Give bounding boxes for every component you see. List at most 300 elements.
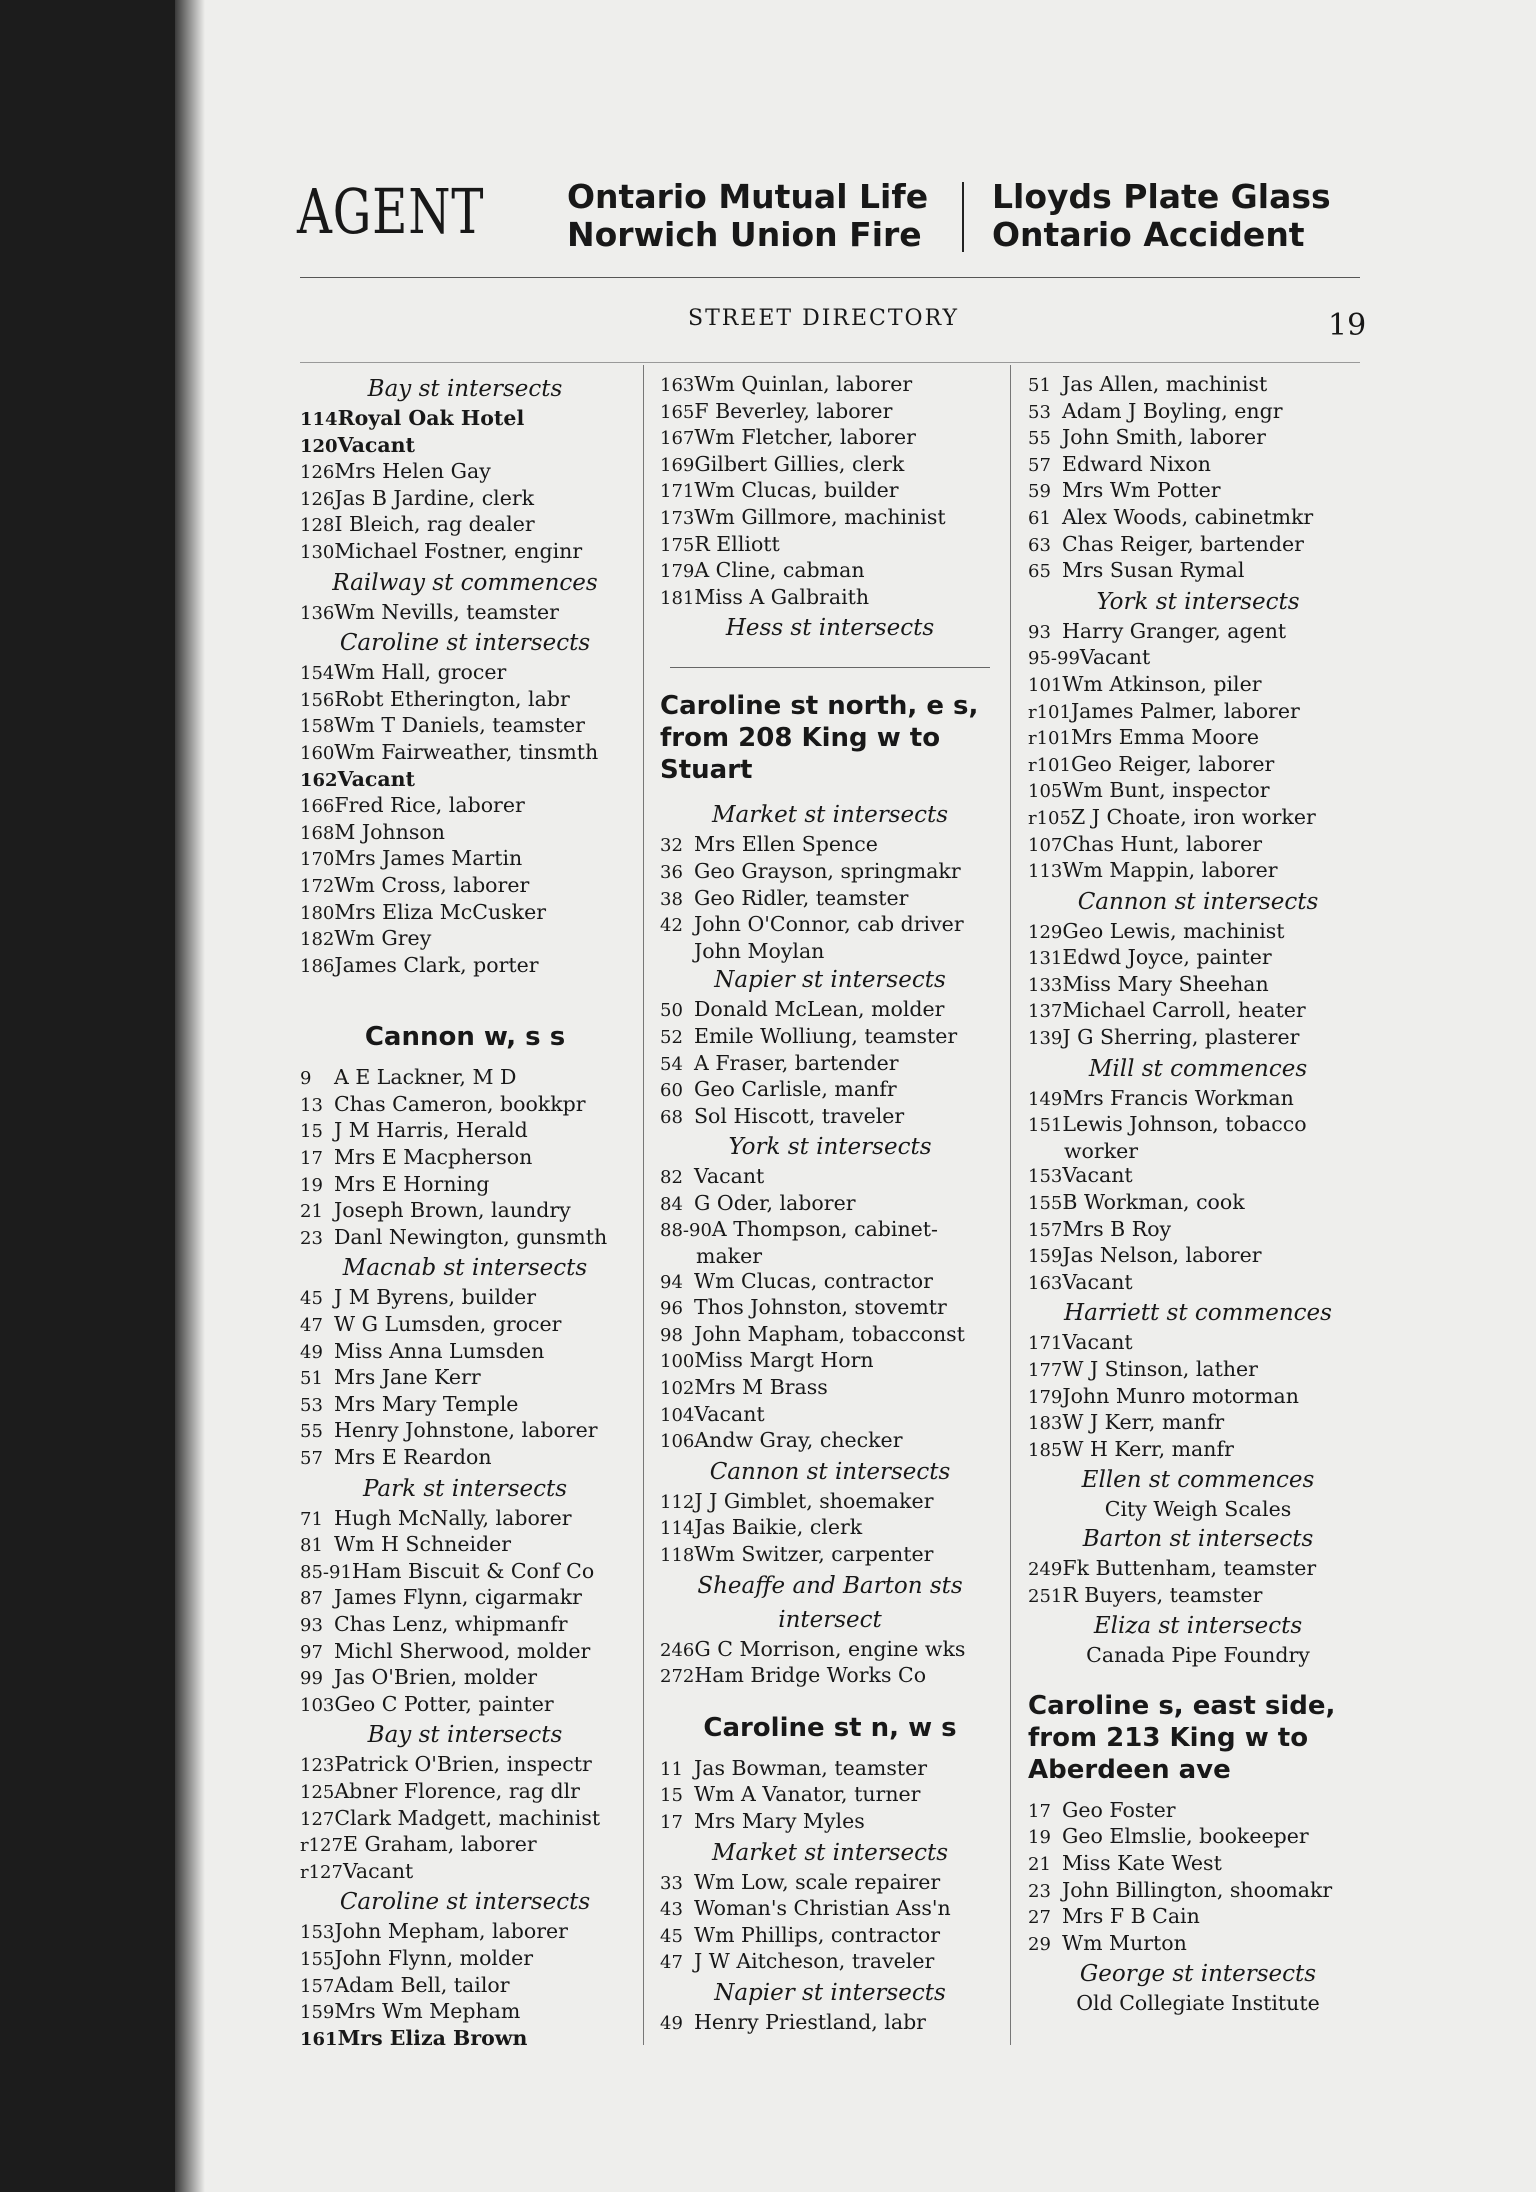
resident-name: Wm Gillmore, machinist (694, 504, 946, 529)
resident-name: Woman's Christian Ass'n (694, 1896, 951, 1921)
directory-entry (1028, 832, 1368, 859)
resident-name: Geo Ridler, teamster (694, 885, 909, 910)
house-number: 15 (300, 1121, 323, 1143)
directory-entry (1028, 619, 1368, 646)
directory-entry (660, 452, 1000, 479)
house-number: 251 (1028, 1585, 1063, 1607)
directory-entry (1028, 778, 1368, 805)
house-number: 181 (660, 587, 695, 609)
directory-entry (300, 1092, 630, 1119)
resident-name: Fk Buttenham, teamster (1062, 1555, 1317, 1580)
directory-entry (300, 1752, 630, 1779)
resident-name: James Clark, porter (334, 952, 539, 977)
directory-entry (1028, 699, 1368, 726)
resident-name: W J Kerr, manfr (1062, 1410, 1225, 1435)
cross-street-note: Mill st commences (1088, 1055, 1308, 1082)
directory-entry (300, 1118, 630, 1145)
resident-name: Lewis Johnson, tobacco (1062, 1112, 1307, 1137)
house-number: 182 (300, 929, 335, 951)
resident-name: Sol Hiscott, traveler (694, 1103, 905, 1128)
directory-entry (1028, 478, 1368, 505)
house-number: 160 (300, 742, 335, 764)
directory-entry (300, 900, 630, 927)
resident-name: Mrs Jane Kerr (334, 1365, 481, 1390)
resident-name: Wm H Schneider (334, 1532, 512, 1557)
resident-name: Edwd Joyce, painter (1062, 945, 1272, 970)
house-number: 97 (300, 1641, 323, 1663)
house-number: 131 (1028, 948, 1063, 970)
resident-name: Vacant (342, 1858, 414, 1883)
house-number: 100 (660, 1351, 695, 1373)
directory-entry (300, 1392, 630, 1419)
house-number: 114 (300, 409, 338, 430)
house-number: 49 (300, 1341, 323, 1363)
directory-entry (1028, 945, 1368, 972)
street-heading: Cannon w, s s (364, 1022, 566, 1053)
resident-name: A Cline, cabman (694, 558, 865, 583)
entry-continuation (660, 1244, 1000, 1269)
cross-street-note: Harriett st commences (1064, 1300, 1332, 1327)
resident-name: Jas O'Brien, molder (334, 1665, 538, 1690)
directory-entry (1028, 425, 1368, 452)
resident-name: Henry Priestland, labr (694, 2009, 926, 2034)
directory-entry (1028, 1190, 1368, 1217)
directory-entry (660, 832, 1000, 859)
house-number: 85-91 (300, 1561, 352, 1583)
resident-name: Wm Switzer, carpenter (694, 1542, 934, 1566)
directory-entry (1028, 972, 1368, 999)
resident-name: Andw Gray, checker (694, 1428, 903, 1453)
resident-name: John Munro motorman (1062, 1383, 1299, 1408)
resident-name: Vacant (694, 1401, 765, 1426)
resident-name: J M Byrens, builder (334, 1285, 537, 1310)
house-number: 71 (300, 1508, 323, 1530)
house-number: 169 (660, 454, 695, 476)
house-number: r127 (300, 1835, 343, 1857)
resident-name: Gilbert Gillies, clerk (694, 451, 905, 476)
directory-entry (660, 1489, 1000, 1516)
cross-street-note: Bay st intersects (367, 376, 563, 402)
directory-entry (1028, 372, 1368, 399)
column-2 (660, 372, 1000, 2037)
resident-name: Wm Clucas, contractor (694, 1268, 933, 1293)
resident-name: E Graham, laborer (342, 1832, 537, 1857)
resident-name: Jas Nelson, laborer (1062, 1243, 1262, 1268)
house-number: 158 (300, 716, 335, 738)
house-number: 133 (1028, 974, 1063, 996)
cross-street-note: Market st intersects (711, 802, 949, 829)
house-number: 129 (1028, 921, 1063, 943)
house-number: 53 (300, 1394, 323, 1416)
house-number: 123 (300, 1755, 335, 1777)
resident-name: Jas B Jardine, clerk (334, 485, 535, 510)
resident-name: Vacant (1062, 1163, 1133, 1188)
directory-entry (300, 1172, 630, 1199)
directory-entry (300, 539, 630, 566)
house-number: 45 (300, 1288, 323, 1310)
house-number: 59 (1028, 481, 1051, 503)
directory-entry (300, 713, 630, 740)
cross-street-note: Ellen st commences (1081, 1467, 1315, 1494)
resident-name: Geo Reiger, laborer (1070, 751, 1275, 776)
resident-name: Mrs Wm Mepham (334, 1999, 521, 2024)
house-number: 272 (660, 1666, 695, 1688)
directory-entry (1028, 532, 1368, 559)
directory-entry (1028, 399, 1368, 426)
cross-street-note: Caroline st intersects (339, 630, 591, 657)
house-number: 128 (300, 515, 335, 537)
house-number: 103 (300, 1694, 335, 1716)
resident-name: Mrs E Horning (334, 1171, 490, 1196)
resident-name: Chas Hunt, laborer (1062, 831, 1263, 856)
resident-name: Z J Choate, iron worker (1070, 804, 1316, 829)
house-number: 82 (660, 1167, 683, 1189)
directory-entry (300, 1145, 630, 1172)
house-number: 126 (300, 462, 335, 484)
directory-entry (1028, 558, 1368, 585)
house-number: 51 (300, 1368, 323, 1390)
directory-entry (1028, 1357, 1368, 1384)
directory-entry (1028, 505, 1368, 532)
directory-entry (660, 1191, 1000, 1218)
resident-name: Wm T Daniels, teamster (334, 713, 585, 738)
house-number: r101 (1028, 701, 1071, 723)
resident-name: I Bleich, rag dealer (334, 512, 535, 537)
house-number: 112 (660, 1491, 695, 1513)
directory-entry (660, 1104, 1000, 1131)
directory-entry (300, 1585, 630, 1612)
directory-entry (660, 1269, 1000, 1296)
directory-entry (1028, 1243, 1368, 1270)
cross-street-note: Napier st intersects (714, 1979, 946, 2006)
resident-name: R Buyers, teamster (1062, 1582, 1263, 1607)
resident-name: Ham Bridge Works Co (694, 1663, 927, 1688)
directory-entry (1028, 1410, 1368, 1437)
house-number: 105 (1028, 781, 1063, 803)
resident-name: Patrick O'Brien, inspectr (334, 1752, 592, 1777)
house-number: 137 (1028, 1001, 1063, 1023)
house-number: 54 (660, 1053, 683, 1075)
house-number: 183 (1028, 1413, 1063, 1435)
resident-name: James Flynn, cigarmakr (334, 1585, 582, 1610)
directory-entry (300, 1198, 630, 1225)
directory-entry (300, 1445, 630, 1472)
directory-entry (1028, 858, 1368, 885)
directory-entry (300, 1365, 630, 1392)
directory-entry (300, 1639, 630, 1666)
directory-entry (1028, 1437, 1368, 1464)
house-number: 179 (660, 561, 695, 583)
directory-entry (660, 372, 1000, 399)
house-number: 186 (300, 955, 335, 977)
directory-entry (300, 1832, 630, 1859)
directory-entry (300, 1692, 630, 1719)
house-number: 19 (300, 1174, 323, 1196)
house-number: 65 (1028, 561, 1051, 583)
directory-entry (660, 1295, 1000, 1322)
resident-name: Mrs Helen Gay (334, 459, 491, 484)
resident-name: Donald McLean, molder (694, 997, 945, 1022)
resident-name: W G Lumsden, grocer (334, 1312, 562, 1337)
header-rule (300, 277, 1360, 278)
resident-name: J J Gimblet, shoemaker (694, 1488, 934, 1513)
house-number: 102 (660, 1378, 695, 1400)
resident-name: Michael Fostner, enginr (334, 538, 583, 563)
resident-name: Miss Mary Sheehan (1062, 971, 1269, 996)
directory-entry (660, 997, 1000, 1024)
house-number: 29 (1028, 1933, 1051, 1955)
directory-entry (300, 600, 630, 627)
cross-street-note: Macnab st intersects (342, 1255, 588, 1282)
resident-name: Harry Granger, agent (1062, 618, 1287, 643)
house-number: 168 (300, 822, 335, 844)
page-number: 19 (1328, 308, 1367, 343)
resident-name: Clark Madgett, machinist (334, 1805, 601, 1830)
directory-entry (660, 1896, 1000, 1923)
house-number: 159 (1028, 1246, 1063, 1268)
house-number: 33 (660, 1872, 683, 1894)
resident-name: Mrs M Brass (694, 1375, 828, 1400)
house-number: 43 (660, 1899, 683, 1921)
resident-name: John Mapham, tobacconst (694, 1321, 965, 1346)
entry-continuation-text: worker (1064, 1138, 1139, 1163)
directory-entry (300, 459, 630, 486)
house-number: 180 (300, 902, 335, 924)
directory-entry (300, 820, 630, 847)
house-number: 120 (300, 435, 338, 457)
directory-entry (1028, 1824, 1368, 1851)
directory-entry (300, 953, 630, 980)
house-number: 151 (1028, 1115, 1063, 1137)
resident-name: J G Sherring, plasterer (1062, 1025, 1300, 1050)
resident-name: Mrs B Roy (1062, 1216, 1172, 1241)
directory-entry (660, 939, 1000, 964)
resident-name: Vacant (694, 1164, 765, 1189)
directory-entry (660, 1024, 1000, 1051)
house-number: 136 (300, 602, 335, 624)
directory-entry (300, 1919, 630, 1946)
house-number: 52 (660, 1026, 683, 1048)
resident-name: Vacant (1062, 1269, 1133, 1294)
house-number: 60 (660, 1080, 683, 1102)
directory-entry (300, 1859, 630, 1886)
resident-name: Miss A Galbraith (694, 584, 870, 609)
company-ontario-mutual-life: Ontario Mutual Life (567, 177, 929, 216)
directory-entry (300, 926, 630, 953)
resident-name: Henry Johnstone, laborer (334, 1418, 598, 1443)
column-1 (300, 372, 630, 2052)
resident-name: Miss Kate West (1062, 1850, 1222, 1875)
resident-name: Wm Murton (1062, 1930, 1187, 1955)
resident-name: Mrs James Martin (334, 846, 523, 871)
resident-name: A E Lackner, M D (334, 1065, 517, 1090)
resident-name: Royal Oak Hotel (337, 406, 525, 430)
cross-street-note: George st intersects (1079, 1961, 1317, 1988)
resident-name: Wm A Vanator, turner (694, 1782, 921, 1807)
resident-name: Wm Mappin, laborer (1062, 858, 1278, 883)
column-3 (1028, 372, 1368, 2016)
cross-street-note: Caroline st intersects (339, 1889, 591, 1916)
house-number: 95-99 (1028, 648, 1080, 670)
cross-street-note: Napier st intersects (714, 967, 946, 994)
resident-name: Thos Johnston, stovemtr (694, 1295, 947, 1320)
landmark-entry: Old Collegiate Institute (1076, 1991, 1320, 2016)
resident-name: A Thompson, cabinet- (711, 1217, 938, 1242)
resident-name: Edward Nixon (1062, 451, 1211, 476)
resident-name: Mrs Emma Moore (1070, 725, 1259, 750)
resident-name: Geo Carlisle, manfr (694, 1077, 897, 1102)
directory-entry (300, 1506, 630, 1533)
company-ontario-accident: Ontario Accident (992, 215, 1305, 254)
directory-entry (660, 558, 1000, 585)
directory-entry (660, 478, 1000, 505)
resident-name: Vacant (337, 432, 416, 457)
resident-name: Jas Baikie, clerk (694, 1515, 863, 1540)
house-number: 96 (660, 1298, 683, 1320)
resident-name: James Palmer, laborer (1070, 698, 1300, 723)
resident-name: John Moylan (694, 938, 825, 963)
house-number: 107 (1028, 834, 1063, 856)
resident-name: Mrs F B Cain (1062, 1904, 1200, 1929)
house-number: 57 (1028, 454, 1051, 476)
resident-name: Mrs Francis Workman (1062, 1085, 1294, 1110)
house-number: r127 (300, 1861, 343, 1883)
cross-street-note: York st intersects (728, 1134, 932, 1161)
house-number: 42 (660, 915, 683, 937)
resident-name: Wm Phillips, contractor (694, 1922, 941, 1947)
directory-entry (1028, 1878, 1368, 1905)
companies-right (992, 178, 1331, 254)
house-number: 157 (300, 1975, 335, 1997)
resident-name: Mrs Susan Rymal (1062, 558, 1245, 583)
directory-entry (300, 512, 630, 539)
resident-name: Vacant (337, 766, 416, 791)
house-number: 153 (300, 1922, 335, 1944)
house-number: 53 (1028, 401, 1051, 423)
house-number: 84 (660, 1193, 683, 1215)
directory-entry (1028, 1025, 1368, 1052)
resident-name: Wm Quinlan, laborer (694, 372, 913, 396)
section-rule (670, 667, 990, 668)
resident-name: Wm Atkinson, piler (1062, 671, 1262, 696)
directory-entry (1028, 645, 1368, 672)
house-number: 61 (1028, 507, 1051, 529)
house-number: 47 (300, 1315, 323, 1337)
resident-name: J W Aitcheson, traveler (694, 1949, 935, 1974)
resident-name: Adam J Boyling, engr (1062, 398, 1283, 423)
directory-entry (660, 1375, 1000, 1402)
directory-entry (300, 1612, 630, 1639)
house-number: 185 (1028, 1439, 1063, 1461)
directory-entry (660, 505, 1000, 532)
house-number: 55 (300, 1421, 323, 1443)
resident-name: Wm Cross, laborer (334, 872, 530, 897)
house-number: 32 (660, 835, 683, 857)
directory-entry (660, 2010, 1000, 2037)
house-number: 93 (1028, 621, 1051, 643)
landmark-entry: City Weigh Scales (1104, 1497, 1292, 1522)
house-number: 166 (300, 796, 335, 818)
resident-name: Fred Rice, laborer (334, 793, 525, 818)
resident-name: Jas Allen, machinist (1062, 372, 1268, 396)
resident-name: Mrs E Macpherson (334, 1145, 533, 1170)
house-number: 126 (300, 488, 335, 510)
directory-entry (660, 1515, 1000, 1542)
directory-entry (300, 1999, 630, 2026)
resident-name: Miss Anna Lumsden (334, 1338, 545, 1363)
directory-entry (660, 859, 1000, 886)
resident-name: Geo C Potter, painter (334, 1691, 554, 1716)
house-number: 127 (300, 1808, 335, 1830)
directory-entry (660, 1923, 1000, 1950)
resident-name: Chas Cameron, bookkpr (334, 1091, 586, 1116)
house-number: 15 (660, 1785, 683, 1807)
house-number: 21 (300, 1201, 323, 1223)
house-number: 36 (660, 861, 683, 883)
house-number: 118 (660, 1545, 695, 1566)
directory-entry (660, 1637, 1000, 1664)
resident-name: Emile Wolliung, teamster (694, 1023, 958, 1048)
directory-entry (300, 1779, 630, 1806)
house-number: 23 (300, 1227, 323, 1249)
page-header (297, 172, 1387, 262)
house-number: 173 (660, 507, 695, 529)
resident-name: G C Morrison, engine wks (694, 1636, 966, 1661)
cross-street-note: Cannon st intersects (709, 1458, 951, 1485)
house-number: 68 (660, 1106, 683, 1128)
resident-name: Wm Nevills, teamster (334, 599, 559, 624)
directory-entry (300, 767, 630, 794)
resident-name: Hugh McNally, laborer (334, 1505, 572, 1530)
house-number: 9 (300, 1068, 312, 1090)
resident-name: Wm Hall, grocer (334, 660, 507, 685)
directory-entry (660, 1870, 1000, 1897)
landmark-entry: Canada Pipe Foundry (1086, 1643, 1310, 1668)
house-number: 98 (660, 1324, 683, 1346)
directory-entry (1028, 1217, 1368, 1244)
resident-name: Mrs Eliza McCusker (334, 899, 547, 924)
entry-continuation-text: maker (696, 1244, 763, 1269)
resident-name: A Fraser, bartender (694, 1050, 899, 1075)
directory-entry (660, 1077, 1000, 1104)
resident-name: Wm Low, scale repairer (694, 1869, 941, 1894)
cross-street-note: Park st intersects (362, 1475, 568, 1502)
directory-entry (300, 1973, 630, 2000)
house-number: 55 (1028, 428, 1051, 450)
house-number: 49 (660, 2012, 683, 2034)
resident-name: Chas Lenz, whipmanfr (334, 1611, 568, 1636)
directory-entry (660, 912, 1000, 939)
directory-entry (300, 1946, 630, 1973)
resident-name: Wm Grey (334, 926, 432, 951)
directory-entry (1028, 1798, 1368, 1825)
house-number: 113 (1028, 861, 1063, 883)
directory-entry (300, 793, 630, 820)
directory-entry (300, 433, 630, 460)
house-number: 163 (660, 375, 695, 396)
house-number: 154 (300, 663, 335, 685)
resident-name: Michael Carroll, heater (1062, 998, 1306, 1023)
house-number: 156 (300, 689, 335, 711)
house-number: 125 (300, 1781, 335, 1803)
house-number: 93 (300, 1614, 323, 1636)
house-number: 99 (300, 1668, 323, 1690)
directory-entry (660, 425, 1000, 452)
house-number: 165 (660, 401, 695, 423)
directory-entry (1028, 725, 1368, 752)
house-number: 38 (660, 888, 683, 910)
resident-name: Wm Fairweather, tinsmth (334, 739, 599, 764)
